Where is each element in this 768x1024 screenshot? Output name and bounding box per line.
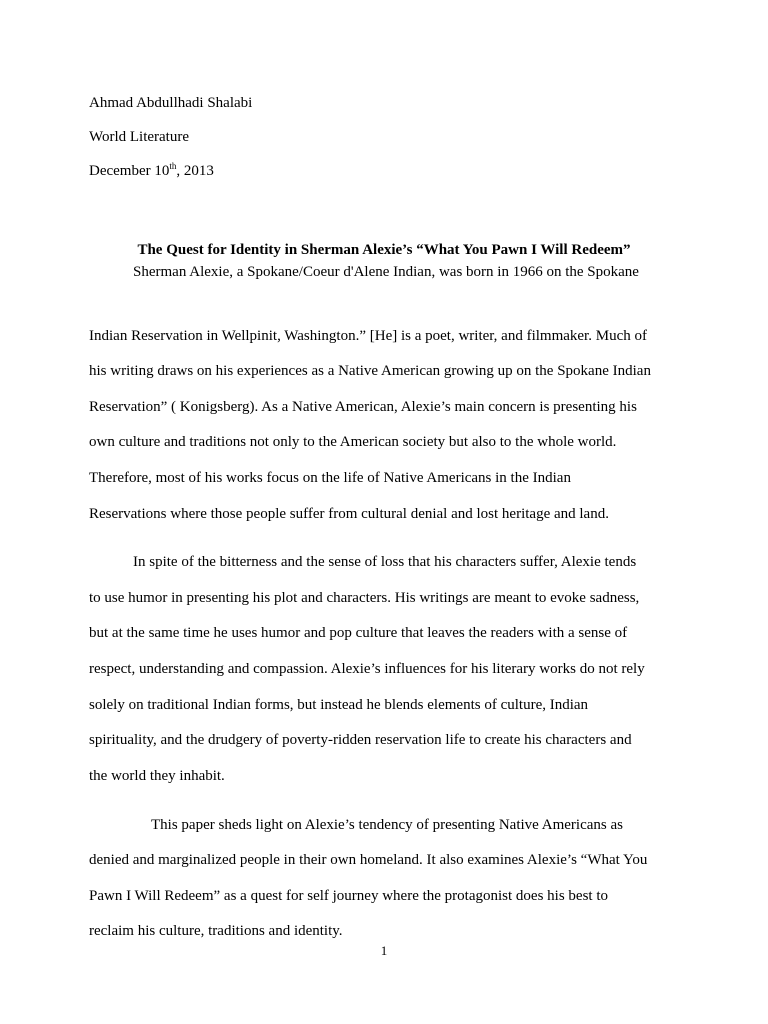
paragraph-line: spirituality, and the drudgery of poverty-ridden reservation life to create his characters and [89, 732, 632, 748]
paragraph-line: Therefore, most of his works focus on the life of Native Americans in the Indian [89, 470, 571, 486]
date-suffix: , 2013 [176, 163, 214, 179]
paragraph-line: respect, understanding and compassion. Alexie’s influences for his literary works do not rely [89, 661, 645, 677]
paragraph-line: Indian Reservation in Wellpinit, Washington.” [He] is a poet, writer, and filmmaker. Much of [89, 328, 647, 344]
paragraph-line: reclaim his culture, traditions and identity. [89, 923, 343, 939]
paragraph-line: Reservation” ( Konigsberg). As a Native American, Alexie’s main concern is presenting his [89, 399, 637, 415]
date-line [89, 162, 214, 180]
paragraph-line: but at the same time he uses humor and pop culture that leaves the readers with a sense of [89, 625, 628, 641]
paragraph-line: Pawn I Will Redeem” as a quest for self journey where the protagonist does his best to [89, 888, 608, 904]
course-text: World Literature [89, 129, 189, 145]
paragraph-line: his writing draws on his experiences as a Native American growing up on the Spokane Indian [89, 363, 651, 379]
date-superscript: th [169, 161, 177, 171]
date-prefix: December 10 [89, 163, 170, 179]
paragraph-line: own culture and traditions not only to the American society but also to the whole world. [89, 434, 617, 450]
paragraph-line: Reservations where those people suffer from cultural denial and lost heritage and land. [89, 506, 609, 522]
paragraph-line: denied and marginalized people in their own homeland. It also examines Alexie’s “What You [89, 852, 648, 868]
paragraph-line: the world they inhabit. [89, 768, 225, 784]
page-number: 1 [380, 943, 388, 958]
paragraph-line: This paper sheds light on Alexie’s tendency of presenting Native Americans as [151, 817, 623, 833]
paragraph-line: solely on traditional Indian forms, but instead he blends elements of culture, Indian [89, 697, 589, 713]
author-name: Ahmad Abdullhadi Shalabi [89, 95, 253, 111]
paragraph-line: Sherman Alexie, a Spokane/Coeur d'Alene Indian, was born in 1966 on the Spokane [133, 264, 639, 280]
course-name [89, 128, 189, 146]
paragraph-line: to use humor in presenting his plot and characters. His writings are meant to evoke sadness, [89, 590, 640, 606]
paragraph-line: In spite of the bitterness and the sense of loss that his characters suffer, Alexie tends [133, 554, 637, 570]
essay-title: The Quest for Identity in Sherman Alexie’s “What You Pawn I Will Redeem” [137, 242, 631, 258]
